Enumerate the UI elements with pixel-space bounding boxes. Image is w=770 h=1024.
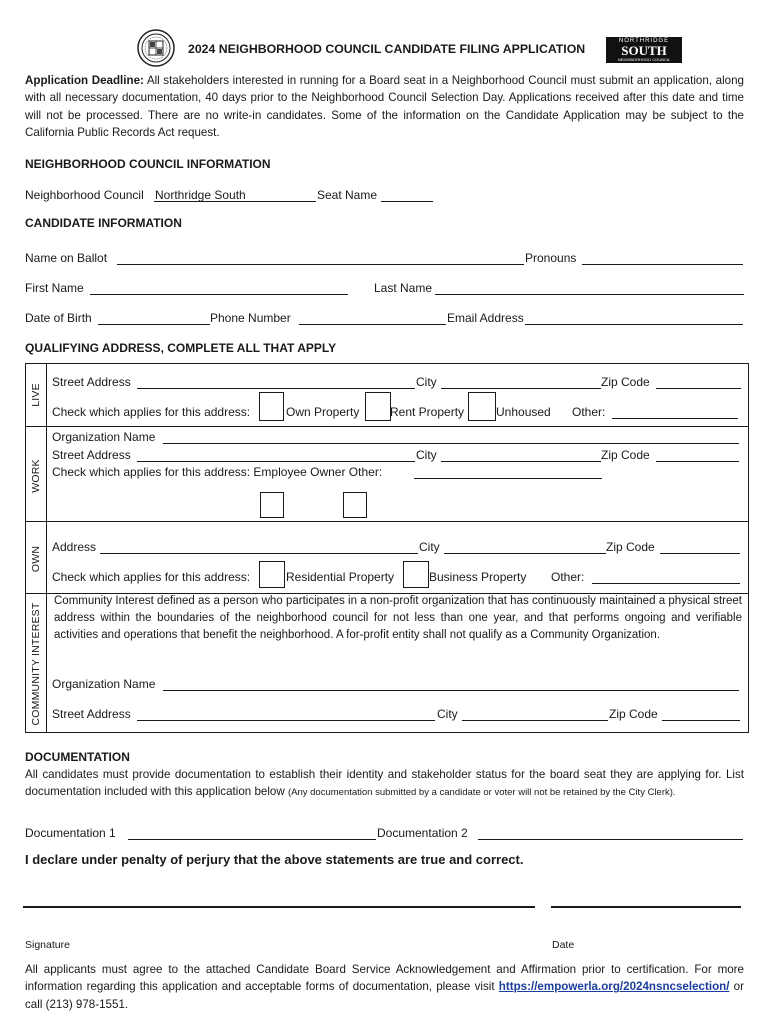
- side-column-divider: [46, 363, 47, 732]
- live-other-field[interactable]: [612, 418, 738, 419]
- business-property-label: Business Property: [429, 570, 527, 584]
- seat-label: Seat Name: [317, 188, 378, 202]
- live-street-label: Street Address: [52, 375, 131, 389]
- row-divider-2: [25, 521, 748, 522]
- own-check-label: Check which applies for this address:: [52, 570, 251, 584]
- live-zip-label: Zip Code: [601, 375, 650, 389]
- nc-label: Neighborhood Council: [25, 188, 144, 202]
- empowerla-link[interactable]: https://empowerla.org/2024nsncselection/: [498, 980, 730, 994]
- footer-paragraph: [25, 961, 744, 1013]
- email-field[interactable]: [525, 324, 743, 325]
- work-check-label: Check which applies for this address: Employee Owner Other:: [52, 465, 383, 479]
- first-name-field[interactable]: [90, 294, 348, 295]
- community-city-label: City: [437, 707, 458, 721]
- own-other-field[interactable]: [592, 583, 740, 584]
- business-property-checkbox[interactable]: [403, 561, 429, 588]
- live-other-label: Other:: [572, 405, 606, 419]
- work-org-field[interactable]: [163, 443, 739, 444]
- doc2-field[interactable]: [478, 839, 743, 840]
- community-city-field[interactable]: [462, 720, 608, 721]
- logo-sub-text: NEIGHBORHOOD COUNCIL: [617, 57, 671, 62]
- city-seal-logo: [137, 29, 175, 67]
- community-org-field[interactable]: [163, 690, 739, 691]
- ballot-name-label: Name on Ballot: [25, 251, 108, 265]
- northridge-south-logo: [606, 37, 682, 63]
- date-label: Date: [552, 939, 575, 951]
- own-address-label: Address: [52, 540, 97, 554]
- signature-label: Signature: [25, 939, 70, 951]
- nc-value: Northridge South: [155, 188, 246, 202]
- page-title: 2024 NEIGHBORHOOD COUNCIL CANDIDATE FILING APPLICATION: [188, 42, 586, 56]
- qualifying-heading: QUALIFYING ADDRESS, COMPLETE ALL THAT APPLY: [25, 341, 337, 355]
- owner-checkbox[interactable]: [343, 492, 367, 518]
- own-property-checkbox[interactable]: [259, 392, 284, 421]
- pronouns-label: Pronouns: [525, 251, 577, 265]
- work-other-field[interactable]: [414, 478, 602, 479]
- doc1-label: Documentation 1: [25, 826, 116, 840]
- work-street-label: Street Address: [52, 448, 131, 462]
- community-street-label: Street Address: [52, 707, 131, 721]
- community-definition: Community Interest defined as a person who participates in a non-profit organization that has continuously maintained a physical street address within the boundaries of the neighborhood council for not less than one year, and that performs ongoing and verifiable activities and operations that benefit the neighborhood. A for-profit entity shall not qualify as a Community Organization.: [54, 595, 742, 642]
- intro-paragraph: [25, 72, 744, 142]
- footer-text: All applicants must agree to the attached Candidate Board Service Acknowledgement and Affirmation prior to certification. For more information regarding this application and acceptable forms of documentation, please visit: [25, 963, 744, 994]
- work-side-label: WORK: [30, 459, 42, 493]
- nc-info-heading: NEIGHBORHOOD COUNCIL INFORMATION: [25, 157, 271, 171]
- row-divider-1: [25, 426, 748, 427]
- dob-label: Date of Birth: [25, 311, 92, 325]
- own-property-label: Own Property: [286, 405, 360, 419]
- community-side-label: COMMUNITY INTEREST: [30, 602, 42, 726]
- live-city-label: City: [416, 375, 437, 389]
- documentation-paragraph: [25, 766, 744, 802]
- own-address-field[interactable]: [100, 553, 418, 554]
- candidate-heading: CANDIDATE INFORMATION: [25, 216, 182, 230]
- work-street-field[interactable]: [137, 461, 415, 462]
- rent-property-label: Rent Property: [390, 405, 465, 419]
- own-other-label: Other:: [551, 570, 585, 584]
- footer-tail: or call (213) 978-1551.: [25, 980, 744, 1011]
- work-org-label: Organization Name: [52, 430, 156, 444]
- unhoused-checkbox[interactable]: [468, 392, 496, 421]
- live-city-field[interactable]: [441, 388, 601, 389]
- work-city-field[interactable]: [441, 461, 601, 462]
- pronouns-field[interactable]: [582, 264, 743, 265]
- own-zip-label: Zip Code: [606, 540, 655, 554]
- documentation-heading: DOCUMENTATION: [25, 750, 130, 764]
- community-zip-label: Zip Code: [609, 707, 658, 721]
- own-side-label: OWN: [30, 545, 42, 573]
- phone-field[interactable]: [299, 324, 446, 325]
- rent-property-checkbox[interactable]: [365, 392, 391, 421]
- live-street-field[interactable]: [137, 388, 415, 389]
- ballot-name-field[interactable]: [117, 264, 524, 265]
- documentation-text: All candidates must provide documentation to establish their identity and stakeholder status for the board seat they are applying for. List documentation included with this application below: [25, 768, 744, 799]
- work-zip-label: Zip Code: [601, 448, 650, 462]
- date-field[interactable]: [551, 906, 741, 908]
- last-name-label: Last Name: [374, 281, 433, 295]
- documentation-note: (Any documentation submitted by a candidate or voter will not be retained by the City Clerk).: [287, 787, 676, 799]
- residential-property-checkbox[interactable]: [259, 561, 285, 588]
- unhoused-label: Unhoused: [496, 405, 551, 419]
- intro-text: All stakeholders interested in running for a Board seat in a Neighborhood Council must submit an application, along with all necessary documentation, 40 days prior to the Neighborhood Council Selection Day. Applications received after this date and time will not be processed. There are no write-in candidates. Some of the information on the Candidate Application may be subject to the California Public Records Act request.: [25, 74, 744, 140]
- community-org-label: Organization Name: [52, 677, 156, 691]
- phone-label: Phone Number: [210, 311, 291, 325]
- declaration-text: I declare under penalty of perjury that the above statements are true and correct.: [25, 852, 524, 867]
- logo-main-text: SOUTH: [621, 43, 667, 58]
- residential-property-label: Residential Property: [286, 570, 395, 584]
- seat-field[interactable]: [381, 201, 433, 202]
- live-side-label: LIVE: [30, 383, 42, 407]
- community-zip-field[interactable]: [662, 720, 740, 721]
- live-check-label: Check which applies for this address:: [52, 405, 251, 419]
- community-street-field[interactable]: [137, 720, 435, 721]
- email-label: Email Address: [447, 311, 524, 325]
- last-name-field[interactable]: [435, 294, 744, 295]
- work-zip-field[interactable]: [656, 461, 739, 462]
- own-zip-field[interactable]: [660, 553, 740, 554]
- doc1-field[interactable]: [128, 839, 376, 840]
- live-zip-field[interactable]: [656, 388, 741, 389]
- intro-lead: Application Deadline:: [25, 74, 144, 87]
- first-name-label: First Name: [25, 281, 84, 295]
- own-city-field[interactable]: [444, 553, 606, 554]
- employee-checkbox[interactable]: [260, 492, 284, 518]
- dob-field[interactable]: [98, 324, 210, 325]
- signature-field[interactable]: [23, 906, 535, 908]
- doc2-label: Documentation 2: [377, 826, 468, 840]
- logo-top-text: NORTHRIDGE: [618, 38, 670, 44]
- work-city-label: City: [416, 448, 437, 462]
- own-city-label: City: [419, 540, 440, 554]
